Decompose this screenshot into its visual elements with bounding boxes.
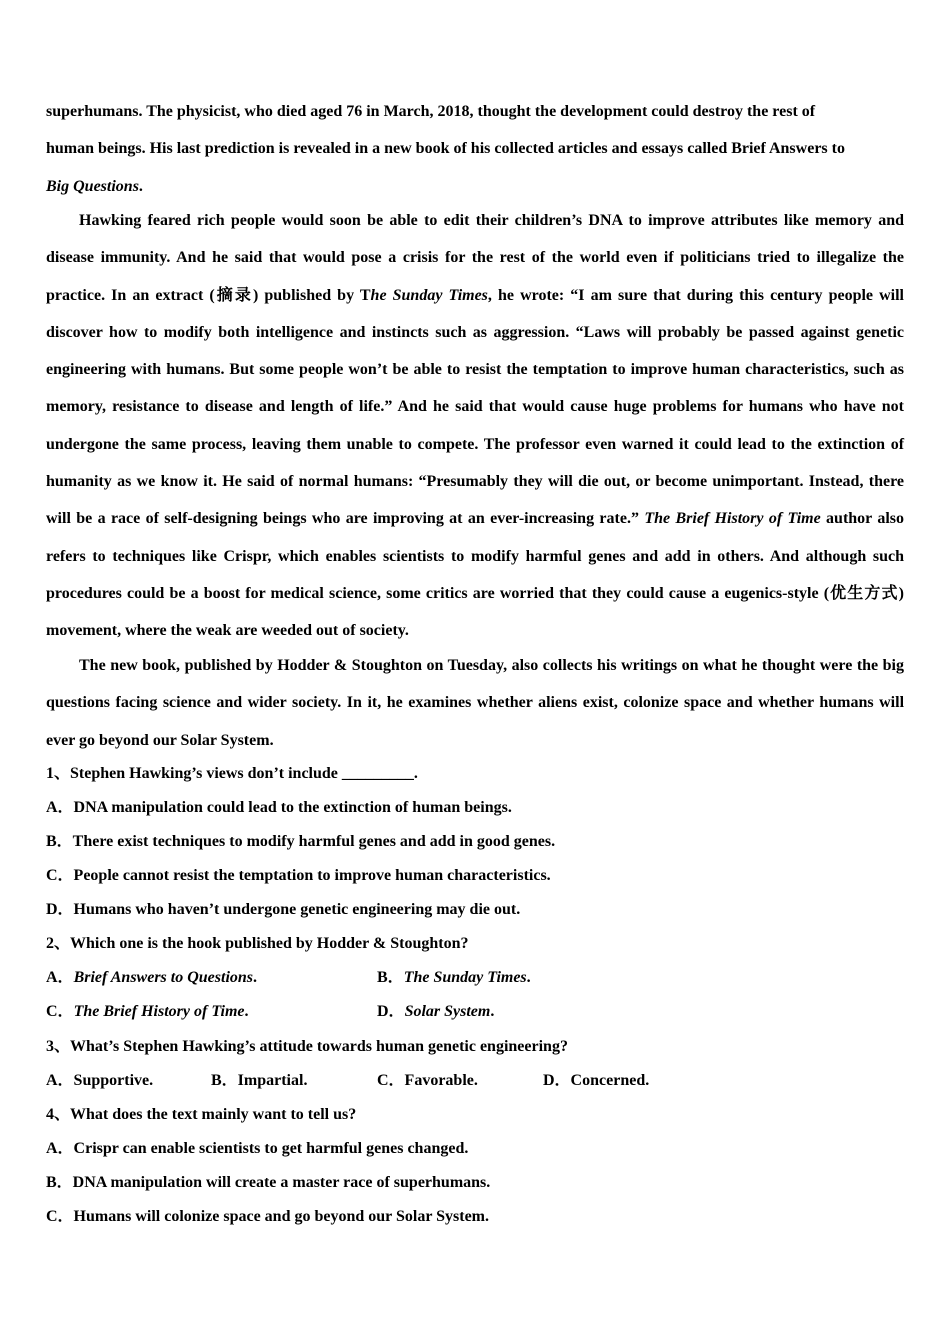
text-fragment: unimportant. Instead, there will be a race of self-designing beings who are improving at an ever-increasing rate.” <box>46 473 904 528</box>
question-2-option-c[interactable]: C．The Brief History of Time. <box>46 1003 249 1020</box>
text-line: humans will ever go beyond our Solar System. <box>46 694 905 749</box>
question-4-option-c[interactable]: C．Humans will colonize space and go beyond our Solar System. <box>46 1208 490 1225</box>
book-title: Brief History of Time <box>675 510 821 528</box>
question-1-option-b[interactable]: B．There exist techniques to modify harmful genes and add in good genes. <box>46 833 556 850</box>
book-title: Big Questions <box>46 177 139 195</box>
text-line: have not undergone the same process, leaving them unable to compete. The professor even warned it could lead to the <box>46 398 905 453</box>
question-3-option-d[interactable]: D．Concerned. <box>543 1072 650 1089</box>
question-1-option-c[interactable]: C．People cannot resist the temptation to improve human characteristics. <box>46 867 551 884</box>
question-3-option-b[interactable]: B．Impartial. <box>211 1072 308 1089</box>
text-line: engineering with humans. But some people won’t be able to resist the temptation to improve human characteristics, <box>46 361 849 379</box>
question-2-option-b[interactable]: B．The Sunday Times. <box>377 969 531 986</box>
paragraph-3-text <box>46 647 904 759</box>
text-line: superhumans. The physicist, who died aged 76 in March, 2018, thought the development could destroy the rest of <box>46 103 816 120</box>
text-line: add in others. And although such procedures could be a boost for medical science, some critics are worried that they <box>46 547 905 602</box>
question-3-option-a[interactable]: A．Supportive. <box>46 1072 154 1089</box>
question-4-option-a[interactable]: A．Crispr can enable scientists to get harmful genes changed. <box>46 1140 469 1157</box>
paragraph-2-text <box>46 202 904 650</box>
question-1-option-d[interactable]: D．Humans who haven’t undergone genetic engineering may die out. <box>46 901 521 918</box>
text-line: such as memory, resistance to disease and length of life.” And he said that would cause huge problems for humans who <box>46 361 904 416</box>
text-fragment: practice. In an extract (摘录) published by T <box>46 286 371 304</box>
question-3-stem: 3、What’s Stephen Hawking’s attitude towards human genetic engineering? <box>46 1038 568 1055</box>
text-line: human beings. His last prediction is revealed in a new book of his collected articles and essays called Brief Answers to <box>46 140 845 158</box>
paragraph-1-text <box>46 93 904 205</box>
question-1-option-a[interactable]: A．DNA manipulation could lead to the extinction of human beings. <box>46 799 512 816</box>
text-fragment: author also refers to techniques like Crispr, which enables scientists to modify harmful genes and <box>46 510 905 565</box>
newspaper-title: he Sunday Times <box>370 286 488 304</box>
text-line: disease immunity. And he said that would pose a crisis for the rest of the world even if politicians tried to illegalize the <box>46 249 904 267</box>
question-3-option-c[interactable]: C．Favorable. <box>377 1072 478 1089</box>
question-2-stem: 2、Which one is the hook published by Hodder & Stoughton? <box>46 935 469 952</box>
question-2-option-a[interactable]: A．Brief Answers to Questions. <box>46 969 258 986</box>
question-2-option-d[interactable]: D．Solar System. <box>377 1003 495 1020</box>
text-line: Hawking feared rich people would soon be able to edit their children’s DNA to improve attributes like memory and <box>79 212 904 229</box>
text-line: Big Questions. <box>46 177 143 195</box>
passage-paragraph-3 <box>46 647 904 759</box>
text-line: The new book, published by Hodder & Stoughton on Tuesday, also collects his writings on what he thought were <box>79 657 853 674</box>
text-line: discover how to modify both intelligence and instincts such as aggression. “Laws will probably be passed against genetic <box>46 323 904 341</box>
question-4-option-b[interactable]: B．DNA manipulation will create a master race of superhumans. <box>46 1174 491 1191</box>
text-line: the big questions facing science and wider society. In it, he examines whether aliens exist, colonize space and whether <box>46 657 904 712</box>
text-line: extinction of humanity as we know it. He said of normal humans: “Presumably they will die out, or become <box>46 435 905 491</box>
text-fragment: , he wrote: “I am sure that during this century people will <box>487 286 905 304</box>
passage-paragraph-1 <box>46 93 904 205</box>
question-4-stem: 4、What does the text mainly want to tell us? <box>46 1106 357 1123</box>
book-title: The <box>644 510 671 528</box>
passage-paragraph-2 <box>46 202 904 650</box>
question-1-stem: 1、Stephen Hawking’s views don’t include _________. <box>46 765 418 782</box>
text-line: could cause a eugenics-style (优生方式) movement, where the weak are weeded out of society. <box>46 584 904 640</box>
